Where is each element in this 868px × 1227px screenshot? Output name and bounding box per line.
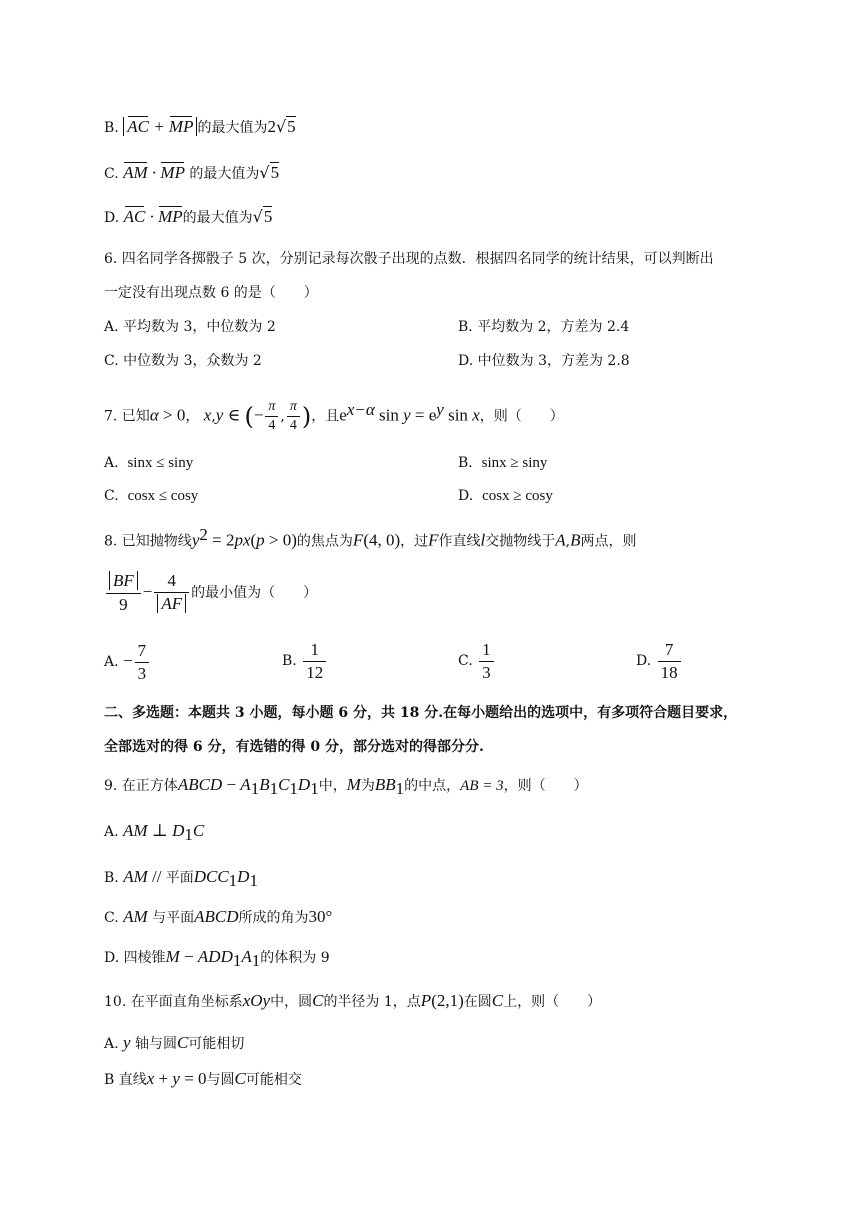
q9-option-c: C. AM 与平面ABCD所成的角为30° bbox=[104, 907, 333, 926]
q5-option-d: D. AC · MP的最大值为√5 bbox=[104, 207, 273, 226]
q8-option-d: D. $\frac{7}{18}$ bbox=[636, 636, 683, 686]
vector-sum-abs: AC + MP bbox=[123, 117, 197, 136]
q9-option-d: D. 四棱锥$M - ADD_1A_1$的体积为 9 bbox=[104, 947, 330, 970]
section-heading-line2: 全部选对的得 6 分，有选错的得 0 分，部分选对的得部分分. bbox=[104, 739, 484, 755]
q9-option-b: B. AM // 平面$DCC_1D_1$ bbox=[104, 867, 258, 890]
q8-stem-line2: $\frac{BF}{9}$ − $\frac{4}{AF}$ 的最小值为（ ） bbox=[104, 566, 317, 619]
q5-option-b: B. AC + MP 的最大值为2√5 bbox=[104, 117, 296, 136]
q7-option-d: D. cosx ≥ cosy bbox=[458, 488, 553, 504]
q6-stem-line1: 6. 四名同学各掷骰子 5 次，分别记录每次骰子出现的点数．根据四名同学的统计结果，可以判断出 bbox=[104, 251, 714, 267]
q9-option-a: A. AM ⊥ $D_1C$ bbox=[104, 821, 205, 844]
q9-stem: 9. 在正方体ABCD − $A_1B_1C_1D_1$中，M为$BB_1$的中点，AB = 3，则（ ） bbox=[104, 775, 588, 798]
q6-option-c: C. 中位数为 3，众数为 2 bbox=[104, 353, 262, 369]
q8-option-c: C. $\frac{1}{3}$ bbox=[458, 636, 496, 686]
q7-stem: 7. 已知α > 0， x,y ∈ (− $\frac{\pi}{4}$ , $\frac{\pi}{4}$ )，且$e^{x-\alpha}$ $\sin y = e^y$ sin x，则（ ） bbox=[104, 399, 564, 434]
q7-option-b: B. sinx ≥ siny bbox=[458, 455, 548, 471]
q6-option-a: A. 平均数为 3，中位数为 2 bbox=[104, 319, 276, 335]
q7-option-c: C. cosx ≤ cosy bbox=[104, 488, 199, 504]
q8-stem-line1: 8. 已知抛物线$y^2 = 2px(p > 0)$的焦点为F(4, 0)，过F作直线l交抛物线于A,B两点，则 bbox=[104, 525, 637, 550]
q5-option-c: C. AM · MP 的最大值为√5 bbox=[104, 163, 280, 182]
q7-option-a: A. sinx ≤ siny bbox=[104, 455, 194, 471]
q10-option-b: B 直线x + y = 0与圆C可能相交 bbox=[104, 1069, 302, 1088]
q8-option-a: A. − $\frac{7}{3}$ bbox=[104, 636, 151, 687]
q6-stem-line2: 一定没有出现点数 6 的是（ ） bbox=[104, 285, 318, 301]
section-heading-line1: 二、多选题：本题共 3 小题，每小题 6 分，共 18 分.在每小题给出的选项中，有多项符合题目要求， bbox=[104, 705, 738, 721]
q10-stem: 10. 在平面直角坐标系xOy中，圆C的半径为 1，点P(2,1)在圆C上，则（ ） bbox=[104, 991, 602, 1010]
q10-option-a: A. y 轴与圆C可能相切 bbox=[104, 1033, 245, 1052]
q6-option-b: B. 平均数为 2，方差为 2.4 bbox=[458, 319, 630, 335]
q8-option-b: B. $\frac{1}{12}$ bbox=[282, 636, 328, 686]
q6-option-d: D. 中位数为 3，方差为 2.8 bbox=[458, 353, 630, 369]
